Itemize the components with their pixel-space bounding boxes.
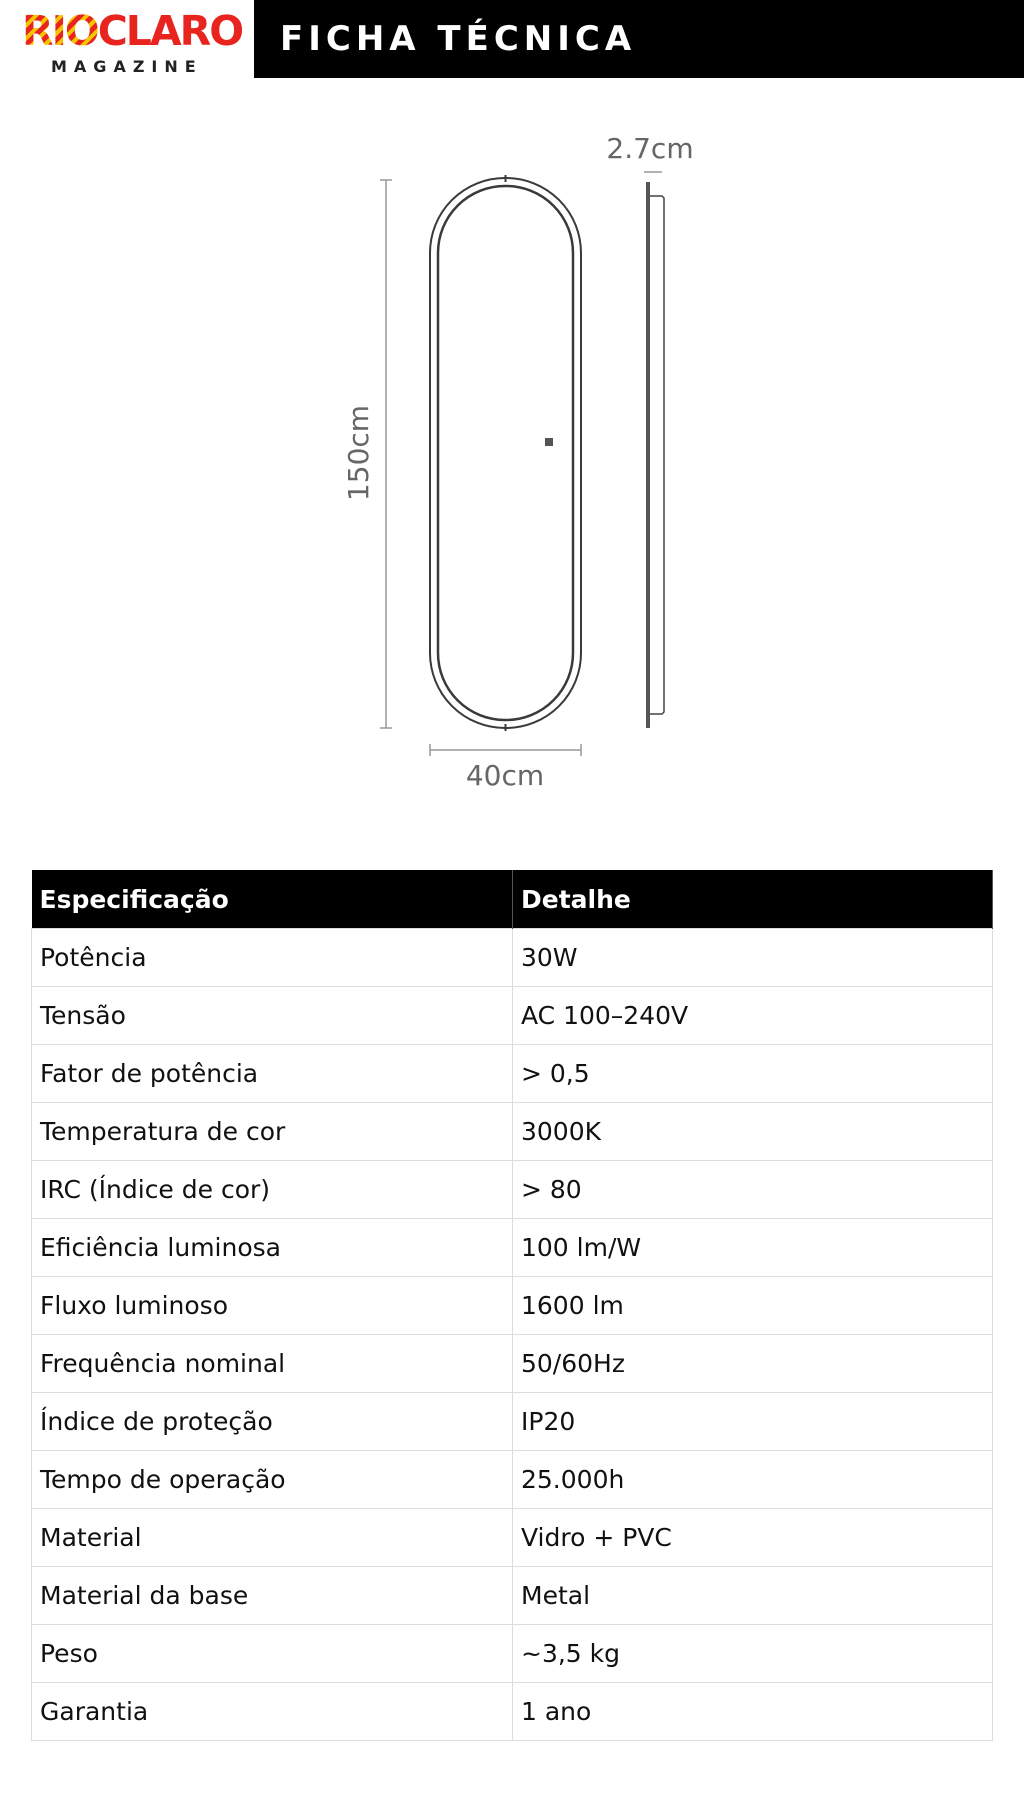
table-row bbox=[32, 987, 993, 1045]
spec-name: Tempo de operação bbox=[32, 1451, 513, 1509]
spec-value: 50/60Hz bbox=[513, 1335, 993, 1393]
table-row bbox=[32, 1451, 993, 1509]
spec-value: > 0,5 bbox=[513, 1045, 993, 1103]
spec-column-header: Especificação bbox=[32, 870, 513, 929]
product-dimension-drawing bbox=[300, 120, 720, 800]
header bbox=[0, 0, 1024, 78]
spec-value: 30W bbox=[513, 929, 993, 987]
spec-value: 1600 lm bbox=[513, 1277, 993, 1335]
spec-name: IRC (Índice de cor) bbox=[32, 1161, 513, 1219]
logo-wordmark bbox=[22, 8, 242, 54]
table-row bbox=[32, 1683, 993, 1741]
table-row bbox=[32, 1509, 993, 1567]
spec-name: Material bbox=[32, 1509, 513, 1567]
spec-name: Material da base bbox=[32, 1567, 513, 1625]
spec-name: Garantia bbox=[32, 1683, 513, 1741]
table-row bbox=[32, 1567, 993, 1625]
spec-value: Metal bbox=[513, 1567, 993, 1625]
mirror-diagram bbox=[300, 120, 720, 800]
spec-value: 3000K bbox=[513, 1103, 993, 1161]
spec-name: Temperatura de cor bbox=[32, 1103, 513, 1161]
table-row bbox=[32, 1103, 993, 1161]
spec-name: Potência bbox=[32, 929, 513, 987]
spec-name: Índice de proteção bbox=[32, 1393, 513, 1451]
width-label: 40cm bbox=[465, 759, 545, 792]
spec-value: ~3,5 kg bbox=[513, 1625, 993, 1683]
spec-table bbox=[31, 870, 993, 1741]
spec-value: AC 100–240V bbox=[513, 987, 993, 1045]
table-row bbox=[32, 1161, 993, 1219]
table-row bbox=[32, 1219, 993, 1277]
touch-sensor-icon bbox=[545, 438, 553, 446]
spec-value: 1 ano bbox=[513, 1683, 993, 1741]
spec-value: > 80 bbox=[513, 1161, 993, 1219]
table-row bbox=[32, 1045, 993, 1103]
logo-wordmark-rio: RIO bbox=[22, 7, 98, 55]
spec-name: Peso bbox=[32, 1625, 513, 1683]
mirror-side-profile bbox=[650, 196, 664, 714]
spec-name: Fator de potência bbox=[32, 1045, 513, 1103]
spec-name: Eficiência luminosa bbox=[32, 1219, 513, 1277]
height-label: 150cm bbox=[342, 404, 375, 502]
logo-wordmark-claro: CLARO bbox=[97, 7, 243, 55]
table-row bbox=[32, 1335, 993, 1393]
spec-value: IP20 bbox=[513, 1393, 993, 1451]
spec-table-header-row bbox=[32, 870, 993, 929]
spec-name: Fluxo luminoso bbox=[32, 1277, 513, 1335]
mirror-side-glass bbox=[646, 182, 650, 728]
table-row bbox=[32, 1393, 993, 1451]
page-title: FICHA TÉCNICA bbox=[254, 0, 1024, 78]
depth-label: 2.7cm bbox=[606, 132, 694, 165]
spec-name: Frequência nominal bbox=[32, 1335, 513, 1393]
table-row bbox=[32, 1625, 993, 1683]
logo bbox=[0, 0, 254, 78]
spec-value: 100 lm/W bbox=[513, 1219, 993, 1277]
spec-value: 25.000h bbox=[513, 1451, 993, 1509]
table-row bbox=[32, 1277, 993, 1335]
logo-subtitle: MAGAZINE bbox=[51, 57, 203, 76]
spec-value: Vidro + PVC bbox=[513, 1509, 993, 1567]
detail-column-header: Detalhe bbox=[513, 870, 993, 929]
spec-name: Tensão bbox=[32, 987, 513, 1045]
table-row bbox=[32, 929, 993, 987]
mirror-outer-frame bbox=[430, 178, 581, 728]
mirror-inner-frame bbox=[438, 186, 573, 720]
